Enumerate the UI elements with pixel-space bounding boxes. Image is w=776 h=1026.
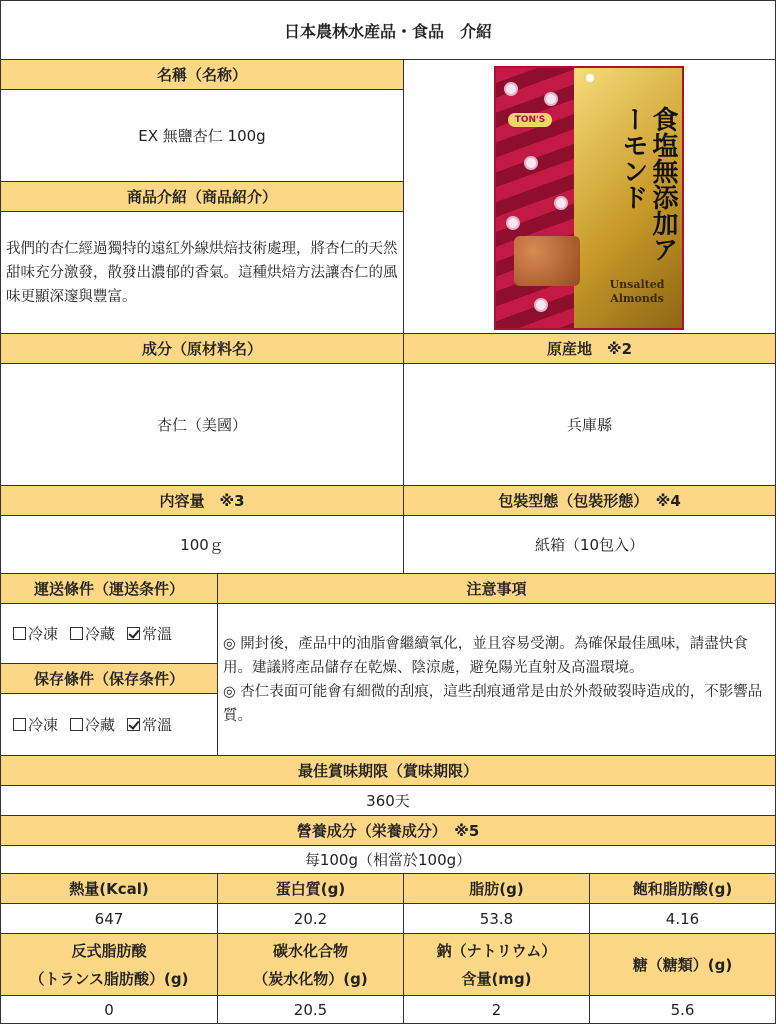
nutrition-value: 0 (104, 1000, 114, 1019)
best-before-header-text: 最佳賞味期限（賞味期限） (297, 762, 478, 780)
nutrition-col-fat (404, 874, 590, 904)
shipping-header (0, 574, 218, 604)
best-before-header (0, 756, 776, 786)
product-package-image (494, 66, 684, 330)
nutrition-value: 4.16 (665, 909, 700, 928)
package-jp-title: 食塩無添加アーモンド (618, 106, 678, 262)
flower-icon (536, 300, 546, 310)
flower-icon (526, 158, 536, 168)
nutrition-value-fat (404, 904, 590, 934)
flower-icon (556, 198, 566, 208)
shipping-options (0, 604, 218, 664)
nutrition-basis (0, 846, 776, 874)
nutrition-value-protein (218, 904, 404, 934)
checkbox-icon[interactable] (13, 627, 26, 640)
content-value-text: 100ｇ (180, 536, 224, 554)
nutrition-col-energy (0, 874, 218, 904)
ingredients-value-text: 杏仁（美國） (156, 416, 247, 434)
notes-body (218, 604, 776, 756)
nutrition-col-label: 熱量(Kcal) (69, 880, 149, 898)
storage-option-ambient[interactable] (127, 714, 172, 735)
nutrition-value: 2 (491, 1000, 502, 1019)
almonds-photo (514, 236, 580, 286)
ingredients-value (0, 364, 404, 486)
nutrition-col-label: 碳水化合物 (272, 941, 348, 960)
nutrition-col-protein (218, 874, 404, 904)
nutrition-col-label: （炭水化物）(g) (253, 969, 368, 988)
shipping-option-label: 冷藏 (85, 625, 116, 643)
best-before-value (0, 786, 776, 816)
flower-icon (506, 84, 516, 94)
storage-header-text: 保存條件（保存条件） (33, 670, 184, 688)
nutrition-value-sodium (404, 996, 590, 1024)
nutrition-col-trans-fat (0, 934, 218, 996)
page-title-text: 日本農林水産品・食品 介紹 (283, 21, 492, 41)
origin-value (404, 364, 776, 486)
packaging-header-text: 包裝型態（包裝形態） ※4 (498, 492, 681, 510)
nutrition-col-label: 鈉（ナトリウム） (436, 941, 557, 960)
checkbox-icon[interactable] (70, 627, 83, 640)
nutrition-value-energy (0, 904, 218, 934)
nutrition-header-text: 營養成分（栄養成分） ※5 (296, 822, 480, 840)
nutrition-col-sodium (404, 934, 590, 996)
nutrition-col-saturated-fat (590, 874, 776, 904)
nutrition-value: 53.8 (479, 909, 514, 928)
nutrition-value: 647 (94, 909, 124, 928)
packaging-header (404, 486, 776, 516)
package-pattern (496, 68, 580, 330)
package-en-line1: Unsalted (609, 278, 665, 291)
nutrition-value: 20.2 (293, 909, 328, 928)
ingredients-header-text: 成分（原材料名） (141, 340, 262, 358)
storage-option-label: 冷藏 (85, 716, 116, 734)
note-item: ◎ 開封後，產品中的油脂會繼續氧化，並且容易受潮。為確保最佳風味，請盡快食用。建議將產品儲存在乾燥、陰涼處，避免陽光直射及高溫環境。 (223, 635, 748, 676)
nutrition-header (0, 816, 776, 846)
checkbox-checked-icon[interactable] (127, 627, 140, 640)
nutrition-col-label: 含量(mg) (461, 969, 532, 988)
note-item: ◎ 杏仁表面可能會有細微的刮痕，這些刮痕通常是由於外殼破裂時造成的，不影響品質。 (223, 683, 763, 724)
nutrition-value-sugar (590, 996, 776, 1024)
origin-header-text: 原産地 ※2 (546, 340, 633, 358)
page-title (0, 0, 776, 60)
checkbox-icon[interactable] (13, 718, 26, 731)
intro-header-text: 商品介紹（商品紹介） (126, 188, 277, 206)
storage-header (0, 664, 218, 694)
shipping-header-text: 運送條件（運送条件） (33, 580, 184, 598)
package-en-line2: Almonds (610, 292, 664, 305)
notes-header-text: 注意事項 (466, 580, 527, 598)
package-en-title (594, 278, 680, 306)
ingredients-header (0, 334, 404, 364)
content-value (0, 516, 404, 574)
flower-icon (508, 218, 518, 228)
nutrition-col-label: 飽和脂肪酸(g) (632, 880, 733, 898)
storage-option-label: 常溫 (142, 716, 173, 734)
checkbox-checked-icon[interactable] (127, 718, 140, 731)
nutrition-value: 5.6 (670, 1000, 695, 1019)
nutrition-col-label: 反式脂肪酸 (71, 941, 147, 960)
nutrition-col-label: 蛋白質(g) (275, 880, 346, 898)
nutrition-basis-text: 每100g（相當於100g） (304, 851, 472, 869)
checkbox-icon[interactable] (70, 718, 83, 731)
name-header (0, 60, 404, 90)
shipping-option-frozen[interactable] (13, 623, 58, 644)
name-header-text: 名稱（名称） (156, 66, 247, 84)
storage-option-chilled[interactable] (70, 714, 115, 735)
best-before-value-text: 360天 (366, 792, 410, 810)
origin-header (404, 334, 776, 364)
storage-option-label: 冷凍 (28, 716, 59, 734)
notes-header (218, 574, 776, 604)
shipping-option-ambient[interactable] (127, 623, 172, 644)
content-header (0, 486, 404, 516)
storage-option-frozen[interactable] (13, 714, 58, 735)
intro-text-content: 我們的杏仁經過獨特的遠紅外線烘焙技術處理，將杏仁的天然甜味充分激發，散發出濃郁的香氣。這種烘焙方法讓杏仁的風味更顯深邃與豐富。 (6, 240, 398, 305)
origin-value-text: 兵庫縣 (566, 416, 612, 434)
nutrition-col-carbohydrate (218, 934, 404, 996)
nutrition-value-trans-fat (0, 996, 218, 1024)
packaging-value-text: 紙箱（10包入） (534, 536, 645, 554)
nutrition-value-carbohydrate (218, 996, 404, 1024)
intro-text (0, 212, 404, 334)
packaging-value (404, 516, 776, 574)
shipping-option-label: 冷凍 (28, 625, 59, 643)
nutrition-col-label: 脂肪(g) (469, 880, 524, 898)
content-header-text: 内容量 ※3 (159, 492, 245, 510)
brand-logo: TON'S (508, 113, 552, 127)
name-value (0, 90, 404, 182)
package-hang-hole (586, 74, 594, 82)
nutrition-value: 20.5 (293, 1000, 328, 1019)
intro-header (0, 182, 404, 212)
shipping-option-label: 常溫 (142, 625, 173, 643)
nutrition-value-saturated-fat (590, 904, 776, 934)
nutrition-col-label: 糖（糖類）(g) (632, 956, 733, 974)
nutrition-col-sugar (590, 934, 776, 996)
storage-options (0, 694, 218, 756)
name-value-text: EX 無鹽杏仁 100g (138, 127, 266, 145)
flower-icon (546, 94, 556, 104)
nutrition-col-label: （トランス脂肪酸）(g) (29, 969, 189, 988)
shipping-option-chilled[interactable] (70, 623, 115, 644)
